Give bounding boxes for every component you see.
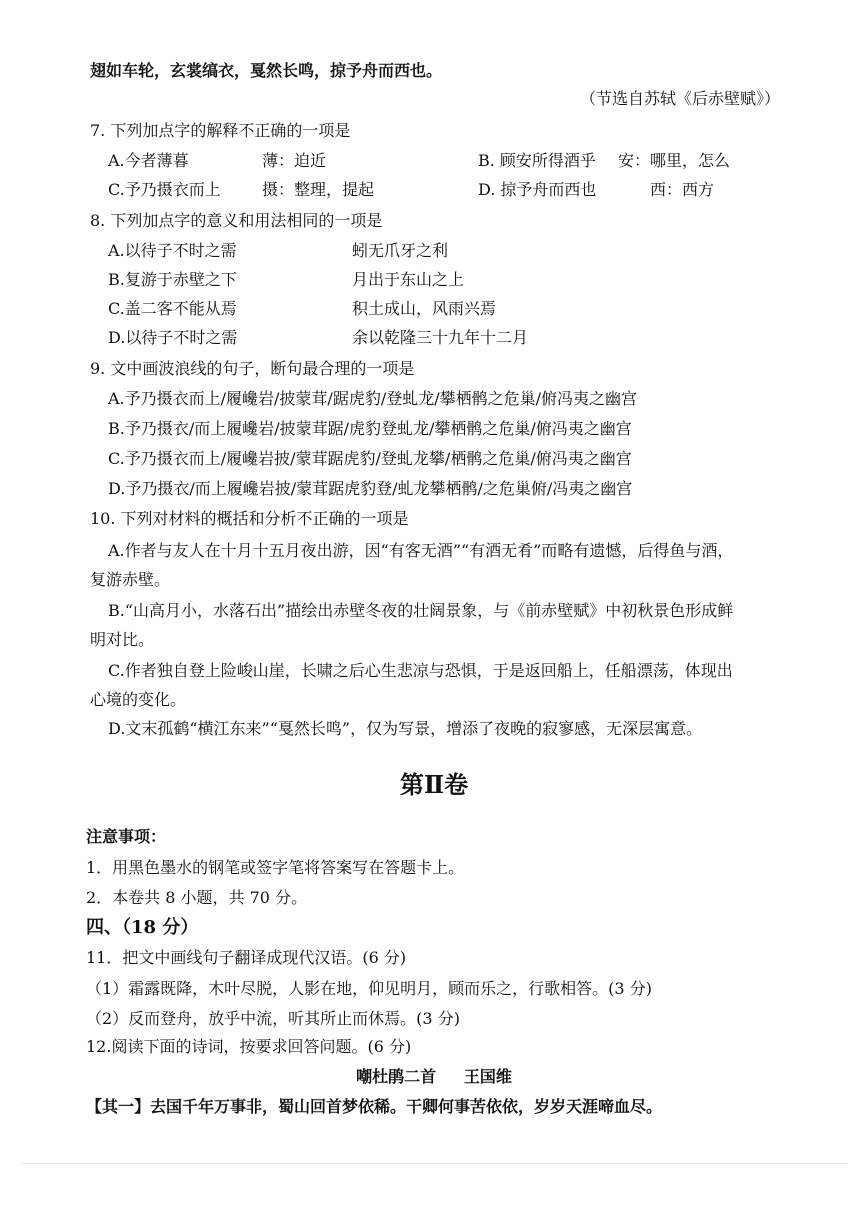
q12-stem: 12.阅读下面的诗词，按要求回答问题。(6 分) — [86, 1037, 412, 1056]
q10-option-c-line2: 心境的变化。 — [90, 690, 187, 709]
notice-item-2: 2．本卷共 8 小题，共 70 分。 — [86, 888, 308, 907]
q8-option-b: B.复游于赤壁之下 — [108, 270, 237, 289]
q10-option-a-line2: 复游赤壁。 — [90, 570, 171, 589]
section-title: 第Ⅱ卷 — [399, 770, 469, 799]
q8-stem: 8. 下列加点字的意义和用法相同的一项是 — [90, 211, 383, 230]
q8-option-a: A.以待子不时之需 — [108, 241, 237, 260]
notice-title: 注意事项： — [86, 827, 167, 846]
q7-option-b-note: 安：哪里，怎么 — [618, 151, 731, 170]
q10-option-a-line1: A.作者与友人在十月十五月夜出游，因“有客无酒”“有酒无肴”而略有遗憾，后得鱼与酒， — [108, 541, 734, 560]
q9-option-b: B.予乃摄衣/而上履巉岩/披蒙茸踞/虎豹登虬龙/攀栖鹘之危巢/俯冯夷之幽宫 — [108, 419, 632, 438]
q8-option-a-pair: 蚓无爪牙之利 — [352, 241, 449, 260]
q7-stem: 7. 下列加点字的解释不正确的一项是 — [90, 121, 351, 140]
q11-stem: 11．把文中画线句子翻译成现代汉语。(6 分) — [86, 948, 407, 967]
q9-stem: 9. 文中画波浪线的句子，断句最合理的一项是 — [90, 359, 415, 378]
passage-source: （节选自苏轼《后赤壁赋》） — [579, 89, 780, 108]
q7-option-d: D. 掠予舟而西也 — [478, 180, 597, 199]
q7-option-a: A.今者薄暮 — [108, 151, 189, 170]
q7-option-d-note: 西：西方 — [650, 180, 715, 199]
q8-option-d-pair: 余以乾隆三十九年十二月 — [352, 328, 529, 347]
passage-last-line: 翅如车轮，玄裳缟衣，戛然长鸣，掠予舟而西也。 — [90, 61, 443, 80]
q10-option-b-line1: B.“山高月小，水落石出”描绘出赤壁冬夜的壮阔景象，与《前赤壁赋》中初秋景色形成鲜 — [108, 601, 734, 620]
q9-option-c: C.予乃摄衣而上/履巉岩披/蒙茸踞虎豹/登虬龙攀/栖鹘之危巢/俯冯夷之幽宫 — [108, 449, 632, 468]
notice-item-1: 1．用黑色墨水的钢笔或签字笔将答案写在答题卡上。 — [86, 858, 465, 877]
q10-option-d: D.文末孤鹤“横江东来”“戛然长鸣”，仅为写景，增添了夜晚的寂寥感，无深层寓意。 — [108, 719, 703, 738]
q9-option-a: A.予乃摄衣而上/履巉岩/披蒙茸/踞虎豹/登虬龙/攀栖鹘之危巢/俯冯夷之幽宫 — [108, 389, 637, 408]
page-bottom-divider — [20, 1163, 848, 1164]
q9-option-d: D.予乃摄衣/而上履巉岩披/蒙茸踞虎豹登/虬龙攀栖鹘/之危巢俯/冯夷之幽宫 — [108, 479, 633, 498]
q8-option-b-pair: 月出于东山之上 — [352, 270, 465, 289]
q7-option-a-note: 薄：迫近 — [262, 151, 327, 170]
poem-title: 嘲杜鹃二首 王国维 — [356, 1067, 512, 1086]
q7-option-c-note: 摄：整理，提起 — [262, 180, 375, 199]
poem-line-1: 【其一】去国千年万事非，蜀山回首梦依稀。干卿何事苦依依，岁岁天涯啼血尽。 — [86, 1097, 663, 1116]
q7-option-c: C.予乃摄衣而上 — [108, 180, 221, 199]
q10-option-b-line2: 明对比。 — [90, 630, 155, 649]
q11-sentence-2: （2）反而登舟，放乎中流，听其所止而休焉。(3 分) — [86, 1009, 460, 1028]
q10-option-c-line1: C.作者独自登上险峻山崖，长啸之后心生悲凉与恐惧，于是返回船上，任船漂荡，体现出 — [108, 661, 733, 680]
part-heading: 四、（18 分） — [86, 917, 199, 938]
q8-option-c-pair: 积土成山，风雨兴焉 — [352, 299, 497, 318]
q7-option-b: B. 顾安所得酒乎 — [478, 151, 596, 170]
q8-option-d: D.以待子不时之需 — [108, 328, 238, 347]
q10-stem: 10. 下列对材料的概括和分析不正确的一项是 — [90, 509, 409, 528]
q11-sentence-1: （1）霜露既降，木叶尽脱，人影在地，仰见明月，顾而乐之，行歌相答。(3 分) — [86, 979, 652, 998]
q8-option-c: C.盖二客不能从焉 — [108, 299, 237, 318]
